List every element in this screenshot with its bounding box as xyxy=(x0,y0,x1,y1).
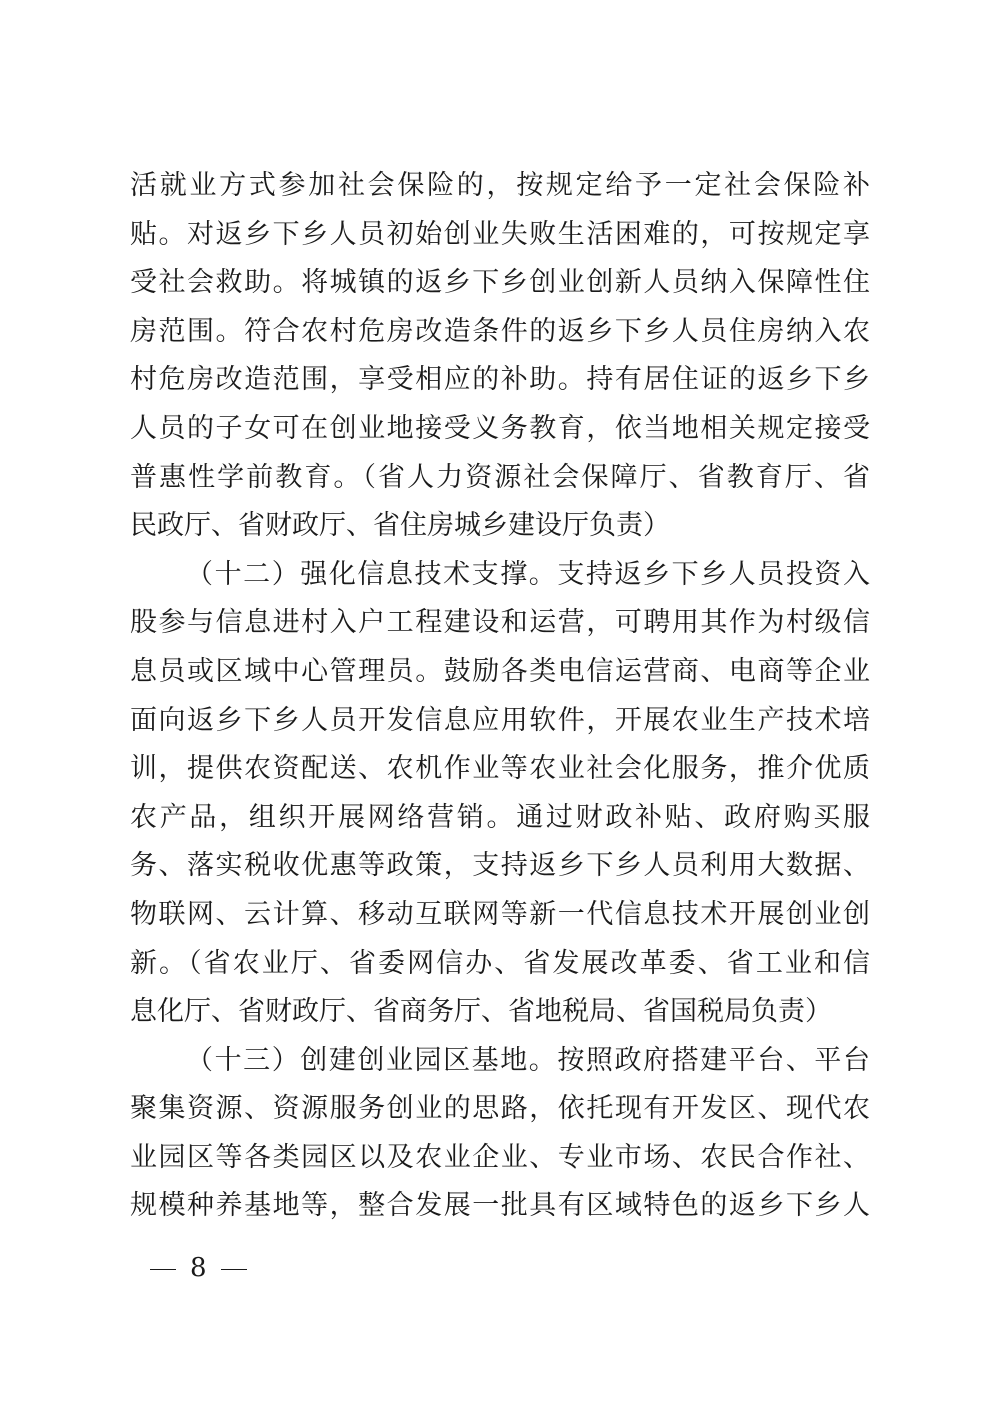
body-text xyxy=(130,162,870,1231)
text-line: 农产品，组织开展网络营销。通过财政补贴、政府购买服 xyxy=(130,801,870,833)
section-heading-line: （十二）强化信息技术支撑。支持返乡下乡人员投资入 xyxy=(186,558,870,590)
text-line: 息员或区域中心管理员。鼓励各类电信运营商、电商等企业 xyxy=(130,655,870,687)
text-line: 面向返乡下乡人员开发信息应用软件，开展农业生产技术培 xyxy=(130,704,870,736)
text-line: 受社会救助。将城镇的返乡下乡创业创新人员纳入保障性住 xyxy=(130,267,870,299)
text-line: 聚集资源、资源服务创业的思路，依托现有开发区、现代农 xyxy=(130,1093,870,1125)
text-line: 民政厅、省财政厅、省住房城乡建设厅负责） xyxy=(130,510,670,542)
footer-dash-left xyxy=(150,1269,176,1270)
text-line: 业园区等各类园区以及农业企业、专业市场、农民合作社、 xyxy=(130,1141,870,1173)
text-line: 训，提供农资配送、农机作业等农业社会化服务，推介优质 xyxy=(130,753,870,785)
text-line: 规模种养基地等，整合发展一批具有区域特色的返乡下乡人 xyxy=(130,1190,870,1222)
text-line: 股参与信息进村入户工程建设和运营，可聘用其作为村级信 xyxy=(130,607,870,639)
footer-dash-right xyxy=(221,1269,247,1270)
text-line: 活就业方式参加社会保险的，按规定给予一定社会保险补 xyxy=(130,170,870,201)
text-line: 房范围。符合农村危房改造条件的返乡下乡人员住房纳入农 xyxy=(130,315,870,347)
text-line: 人员的子女可在创业地接受义务教育，依当地相关规定接受 xyxy=(130,412,870,444)
text-line: 新。（省农业厅、省委网信办、省发展改革委、省工业和信 xyxy=(130,947,870,979)
text-line: 务、落实税收优惠等政策，支持返乡下乡人员利用大数据、 xyxy=(130,850,870,882)
text-line: 村危房改造范围，享受相应的补助。持有居住证的返乡下乡 xyxy=(130,364,870,396)
text-line: 息化厅、省财政厅、省商务厅、省地税局、省国税局负责） xyxy=(130,996,832,1028)
page-number: 8 xyxy=(190,1253,207,1283)
text-line: 普惠性学前教育。（省人力资源社会保障厅、省教育厅、省 xyxy=(130,461,870,493)
section-heading-line: （十三）创建创业园区基地。按照政府搭建平台、平台 xyxy=(186,1044,870,1076)
page-footer xyxy=(150,1248,247,1288)
text-line: 贴。对返乡下乡人员初始创业失败生活困难的，可按规定享 xyxy=(130,218,870,250)
text-line: 物联网、云计算、移动互联网等新一代信息技术开展创业创 xyxy=(130,898,870,930)
